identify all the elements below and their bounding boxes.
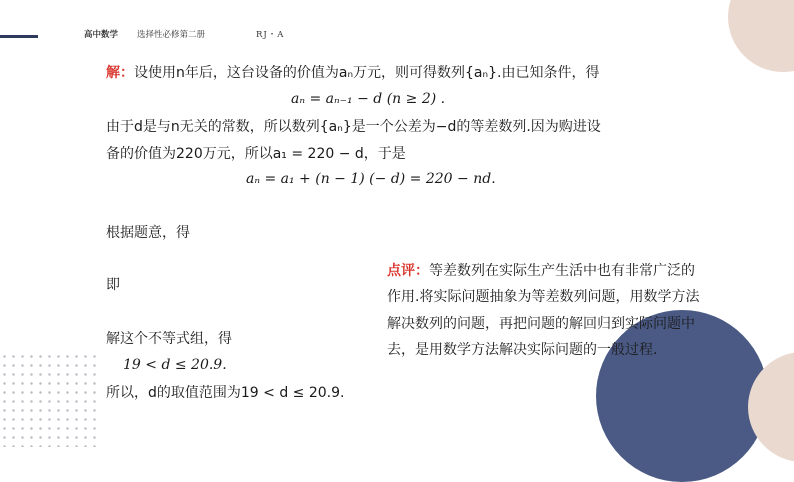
solution-line-8: 解这个不等式组，得 [106, 331, 232, 347]
note-text-1: 等差数列在实际生产生活中也有非常广泛的 [429, 263, 695, 279]
header-accent-bar [0, 35, 38, 38]
solution-label: 解： [106, 65, 134, 81]
navy-circle-decoration [596, 310, 768, 482]
note-line-3: 解决数列的问题，再把问题的解回归到实际问题中 [387, 316, 695, 332]
note-label: 点评： [387, 263, 429, 279]
recurrence-formula: aₙ = aₙ₋₁ − d (n ≥ 2) . [291, 91, 446, 107]
solution-text-1: 设使用n年后，这台设备的价值为aₙ万元，则可得数列{aₙ}.由已知条件，得 [134, 65, 600, 81]
dot-pattern-decoration [0, 352, 100, 447]
note-line-2: 作用.将实际问题抽象为等差数列问题，用数学方法 [387, 289, 700, 305]
solution-line-3: 由于d是与n无关的常数，所以数列{aₙ}是一个公差为−d的等差数列.因为购进设 [106, 119, 601, 135]
solution-line-7: 即 [106, 277, 120, 293]
general-term-formula: aₙ = a₁ + (n − 1) (− d) = 220 − nd. [246, 171, 496, 187]
peach-circle-decoration-top [728, 0, 794, 72]
header-subject: 高中数学 [84, 30, 119, 40]
solution-line-4: 备的价值为220万元，所以a₁ = 220 − d，于是 [106, 146, 406, 162]
solution-conclusion: 所以，d的取值范围为19 < d ≤ 20.9. [106, 385, 345, 401]
note-line-4: 去，是用数学方法解决实际问题的一般过程. [387, 342, 658, 358]
header-book-title: 选择性必修第二册 [137, 30, 206, 40]
solution-line-1 [106, 64, 599, 82]
note-line-1 [387, 262, 695, 280]
header-edition: RJ・A [256, 30, 285, 40]
inequality-result: 19 < d ≤ 20.9. [123, 357, 227, 373]
solution-line-6: 根据题意，得 [106, 225, 190, 241]
